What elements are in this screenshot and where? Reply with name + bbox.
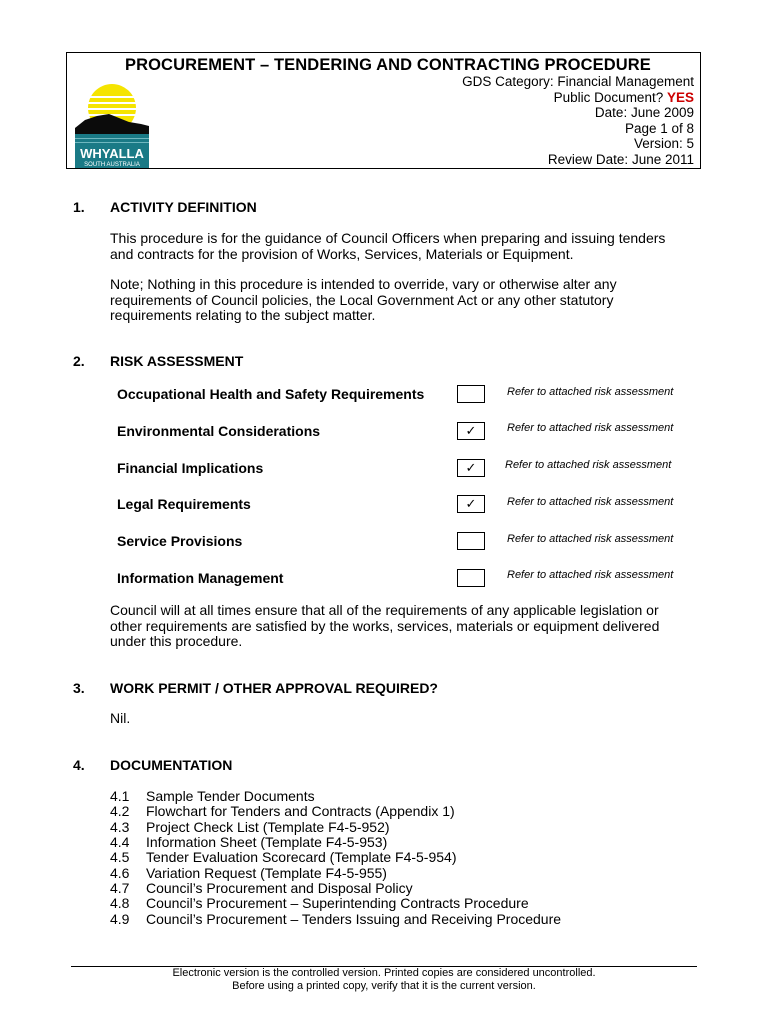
risk-item-note: Refer to attached risk assessment xyxy=(507,496,674,508)
doc-item-text: Council’s Procurement – Tenders Issuing and Receiving Procedure xyxy=(146,911,562,927)
section-4-number: 4. xyxy=(73,757,85,773)
risk-item-label: Financial Implications xyxy=(117,460,264,476)
public-document-label: Public Document? xyxy=(553,89,664,105)
doc-item-text: Tender Evaluation Scorecard (Template F4-5-954) xyxy=(146,849,457,865)
section-3-body: Nil. xyxy=(110,710,131,726)
risk-item-checkbox[interactable]: ✓ xyxy=(457,495,485,513)
doc-item-text: Information Sheet (Template F4-5-953) xyxy=(146,834,388,850)
risk-item-checkbox[interactable]: ✓ xyxy=(457,459,485,477)
risk-item-note: Refer to attached risk assessment xyxy=(505,459,672,471)
doc-item-number: 4.4 xyxy=(110,834,130,850)
section-2-title: RISK ASSESSMENT xyxy=(110,353,244,369)
section-3-title: WORK PERMIT / OTHER APPROVAL REQUIRED? xyxy=(110,680,438,696)
section-1-number: 1. xyxy=(73,199,85,215)
risk-item-note: Refer to attached risk assessment xyxy=(507,569,674,581)
public-document xyxy=(462,90,694,106)
section-2-paragraph: Council will at all times ensure that all of the requirements of any applicable legislation or other requirements are satisfied by the works, services, materials or equipment delivered under this procedure. xyxy=(110,602,660,650)
document-meta xyxy=(462,74,694,168)
logo-subtext: SOUTH AUSTRALIA xyxy=(84,162,140,168)
document-title: PROCUREMENT – TENDERING AND CONTRACTING PROCEDURE xyxy=(125,56,651,74)
risk-item-checkbox[interactable] xyxy=(457,532,485,550)
doc-item-text: Council’s Procurement – Superintending Contracts Procedure xyxy=(146,895,529,911)
doc-item-text: Flowchart for Tenders and Contracts (Appendix 1) xyxy=(146,803,455,819)
review-date: Review Date: June 2011 xyxy=(547,151,694,167)
doc-item-number: 4.3 xyxy=(110,819,130,835)
doc-item-text: Council’s Procurement and Disposal Policy xyxy=(146,880,413,896)
document-header xyxy=(66,52,701,169)
doc-item-number: 4.6 xyxy=(110,865,130,881)
page-number: Page 1 of 8 xyxy=(624,120,694,136)
doc-item-text: Project Check List (Template F4-5-952) xyxy=(146,819,390,835)
section-1-paragraph-1: This procedure is for the guidance of Council Officers when preparing and issuing tenders and contracts for the provision of Works, Services, Materials or Equipment. xyxy=(110,230,666,262)
section-1-title: ACTIVITY DEFINITION xyxy=(110,199,257,215)
risk-item-checkbox[interactable] xyxy=(457,385,485,403)
risk-item-note: Refer to attached risk assessment xyxy=(507,386,674,398)
footer-line-1: Electronic version is the controlled version. Printed copies are considered uncontrolled. xyxy=(172,967,596,979)
doc-item-number: 4.5 xyxy=(110,849,130,865)
document-date: Date: June 2009 xyxy=(594,105,694,121)
gds-category: GDS Category: Financial Management xyxy=(462,74,694,89)
doc-item-number: 4.7 xyxy=(110,880,130,896)
section-4-title: DOCUMENTATION xyxy=(110,757,233,773)
doc-item-number: 4.1 xyxy=(110,788,130,804)
risk-item-note: Refer to attached risk assessment xyxy=(507,533,674,545)
public-document-value: YES xyxy=(666,89,694,105)
doc-item-number: 4.2 xyxy=(110,803,130,819)
footer-line-2: Before using a printed copy, verify that it is the current version. xyxy=(232,980,536,992)
document-version: Version: 5 xyxy=(633,136,694,152)
doc-item-number: 4.8 xyxy=(110,895,130,911)
risk-item-label: Information Management xyxy=(117,570,284,586)
doc-item-text: Sample Tender Documents xyxy=(146,788,315,804)
logo-text: WHYALLA xyxy=(80,146,144,161)
risk-item-checkbox[interactable]: ✓ xyxy=(457,422,485,440)
section-1-paragraph-2: Note; Nothing in this procedure is intended to override, vary or otherwise alter any requirements of Council policies, the Local Government Act or any other statutory requirements relating to the subject matter. xyxy=(110,276,617,324)
risk-item-label: Legal Requirements xyxy=(117,496,251,512)
doc-item-number: 4.9 xyxy=(110,911,130,927)
section-3-number: 3. xyxy=(73,680,85,696)
whyalla-logo xyxy=(75,78,149,168)
doc-item-text: Variation Request (Template F4-5-955) xyxy=(146,865,387,881)
risk-item-checkbox[interactable] xyxy=(457,569,485,587)
risk-item-label: Service Provisions xyxy=(117,533,243,549)
section-2-number: 2. xyxy=(73,353,85,369)
risk-item-label: Occupational Health and Safety Requirements xyxy=(117,386,425,402)
risk-item-label: Environmental Considerations xyxy=(117,423,321,439)
risk-item-note: Refer to attached risk assessment xyxy=(507,422,674,434)
